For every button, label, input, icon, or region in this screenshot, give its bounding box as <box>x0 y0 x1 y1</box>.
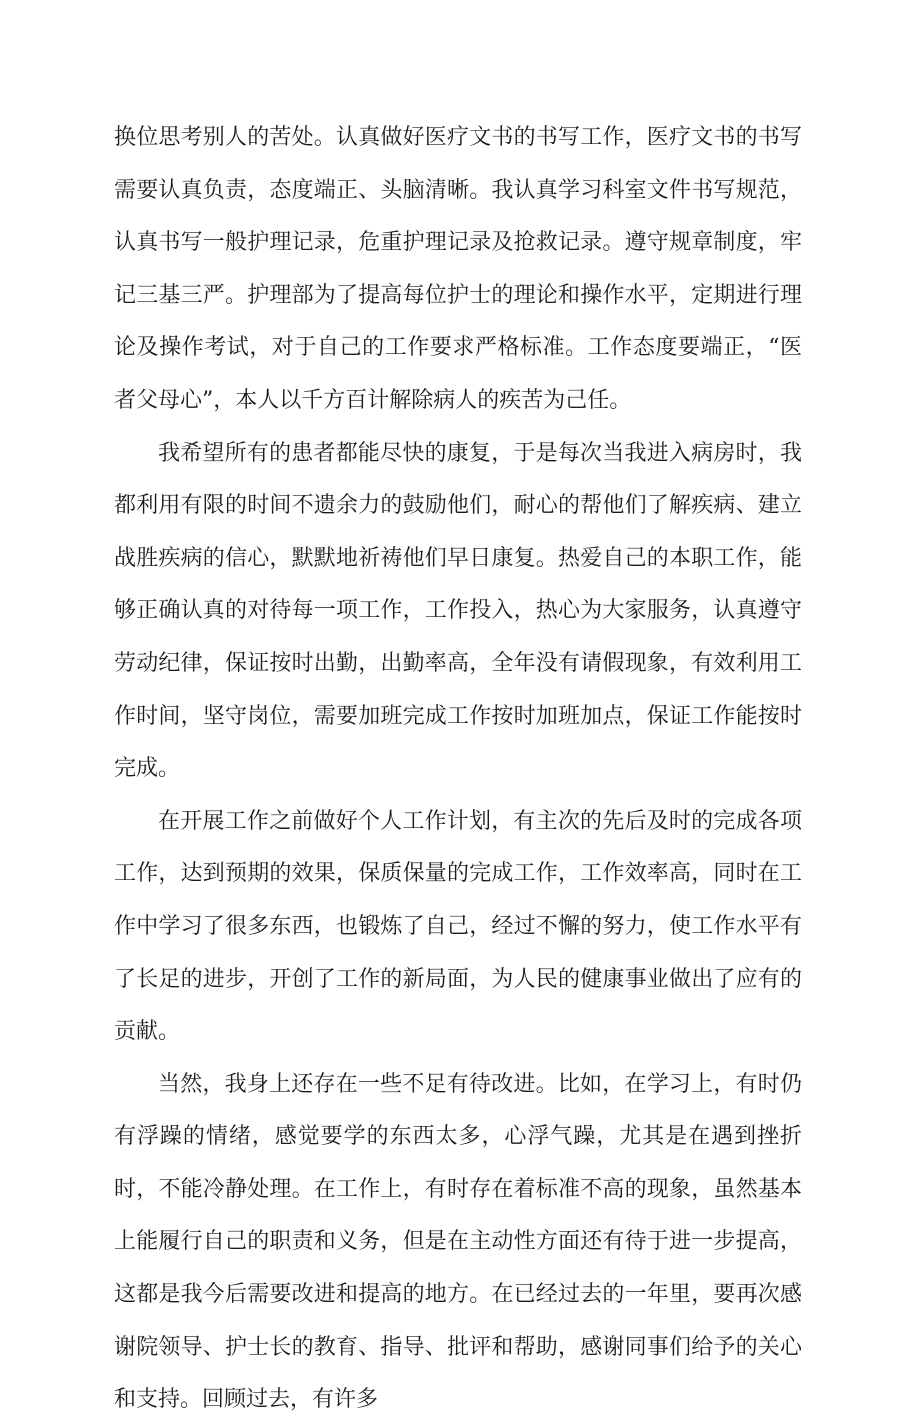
paragraph-continuation: 换位思考别人的苦处。认真做好医疗文书的书写工作，医疗文书的书写需要认真负责，态度端正、头脑清晰。我认真学习科室文件书写规范，认真书写一般护理记录，危重护理记录及抢救记录。遵守规章制度，牢记三基三严。护理部为了提高每位护士的理论和操作水平，定期进行理论及操作考试，对于自己的工作要求严格标准。工作态度要端正，“医者父母心”，本人以千方百计解除病人的疾苦为己任。 <box>114 125 802 413</box>
body-text <box>114 112 802 1427</box>
paragraph-shortcomings: 当然，我身上还存在一些不足有待改进。比如，在学习上，有时仍有浮躁的情绪，感觉要学的东西太多，心浮气躁，尤其是在遇到挫折时，不能冷静处理。在工作上，有时存在着标准不高的现象，虽然基本上能履行自己的职责和义务，但是在主动性方面还有待于进一步提高，这都是我今后需要改进和提高的地方。在已经过去的一年里，要再次感谢院领导、护士长的教育、指导、批评和帮助，感谢同事们给予的关心和支持。回顾过去，有许多 <box>114 1071 802 1413</box>
paragraph-work-plan: 在开展工作之前做好个人工作计划，有主次的先后及时的完成各项工作，达到预期的效果，保质保量的完成工作，工作效率高，同时在工作中学习了很多东西，也锻炼了自己，经过不懈的努力，使工作水平有了长足的进步，开创了工作的新局面，为人民的健康事业做出了应有的贡献。 <box>114 808 802 1045</box>
paragraph-patient-care: 我希望所有的患者都能尽快的康复，于是每次当我进入病房时，我都利用有限的时间不遗余力的鼓励他们，耐心的帮他们了解疾病、建立战胜疾病的信心，默默地祈祷他们早日康复。热爱自己的本职工作，能够正确认真的对待每一项工作，工作投入，热心为大家服务，认真遵守劳动纪律，保证按时出勤，出勤率高，全年没有请假现象，有效利用工作时间，坚守岗位，需要加班完成工作按时加班加点，保证工作能按时完成。 <box>114 440 802 782</box>
